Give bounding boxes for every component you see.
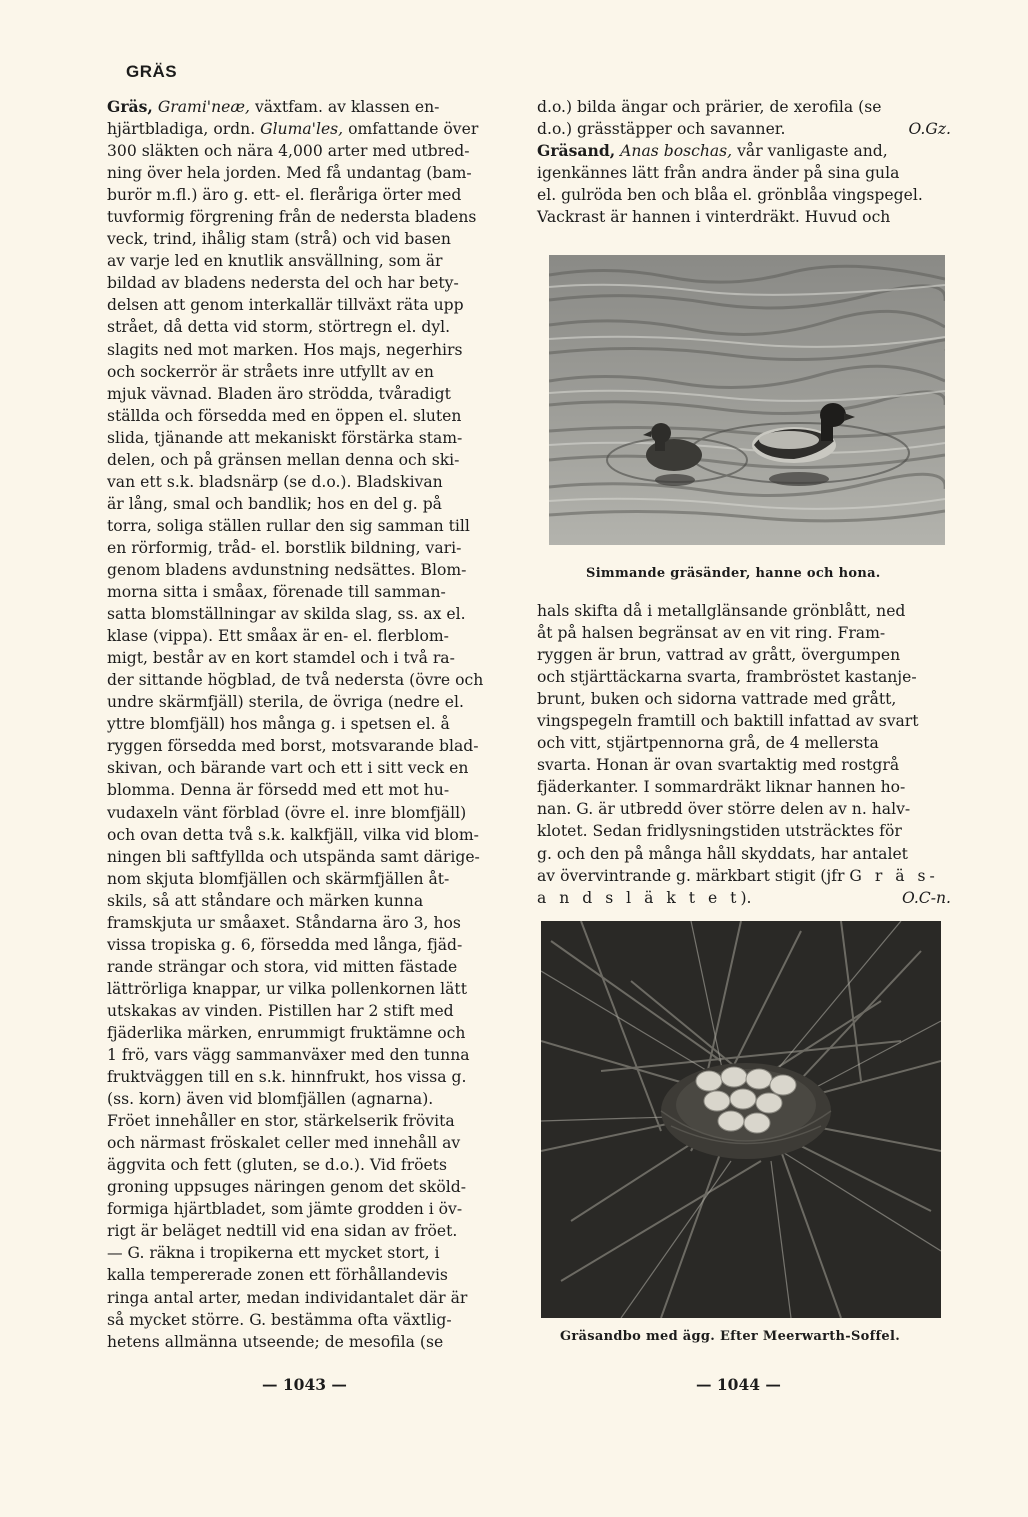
text-line: vissa tropiska g. 6, försedda med långa, fjäd-: [107, 935, 463, 954]
text-line: nom skjuta blomfjällen och skärmfjällen åt-: [107, 869, 450, 888]
text-line: torra, soliga ställen rullar den sig samman till: [107, 516, 470, 535]
text-line: Vackrast är hannen i vinterdräkt. Huvud och: [537, 208, 891, 227]
text-line: bildad av bladens nedersta del och har bety-: [107, 274, 459, 293]
text-line: av varje led en knutlik ansvällning, som är: [107, 252, 443, 271]
text-line: ning över hela jorden. Med få undantag (bam-: [107, 164, 472, 183]
text-line: groning uppsuges näringen genom det sköld-: [107, 1178, 466, 1197]
text-fragment: ).: [740, 888, 752, 907]
right-column-top: [537, 96, 951, 228]
text-line: skils, så att ståndare och märken kunna: [107, 891, 424, 910]
text-line: ningen bli saftfyllda och utspända samt därige-: [107, 847, 480, 866]
text-line: Fröet innehåller en stor, stärkelserik frövita: [107, 1112, 455, 1131]
text-line: 300 släkten och nära 4,000 arter med utbred-: [107, 142, 470, 161]
text-line: slagits ned mot marken. Hos majs, negerhirs: [107, 340, 463, 359]
text-line: [107, 118, 518, 140]
order-name: Gluma'les,: [260, 120, 344, 139]
text-line: en rörformig, tråd- el. borstlik bildning, vari-: [107, 538, 462, 557]
text-line: 1 frö, vars vägg sammanväxer med den tunna: [107, 1046, 470, 1065]
text-fragment: d.o.) grässtäpper och savanner.: [537, 120, 786, 139]
text-line: brunt, buken och sidorna vattrade med grått,: [537, 690, 897, 709]
text-line: van ett s.k. bladsnärp (se d.o.). Bladskivan: [107, 472, 443, 491]
text-line: genom bladens avdunstning nedsättes. Blom-: [107, 560, 467, 579]
text-line: el. gulröda ben och blåa el. grönblåa vingspegel.: [537, 186, 923, 205]
text-line: åt på halsen begränsat av en vit ring. Fram-: [537, 624, 886, 643]
text-line: [537, 865, 951, 887]
text-line: morna sitta i småax, förenade till samman-: [107, 583, 446, 602]
text-line: så mycket större. G. bestämma ofta växtlig-: [107, 1310, 452, 1329]
text-line: och sockerrör är stråets inre utfyllt av en: [107, 362, 434, 381]
text-line: [537, 887, 951, 909]
latin-name: Anas boschas,: [620, 142, 733, 161]
text-line: klotet. Sedan fridlysningstiden utsträcktes för: [537, 822, 902, 841]
cross-reference: G r ä s-: [849, 866, 939, 885]
text-line: burör m.fl.) äro g. ett- el. fleråriga örter med: [107, 186, 462, 205]
text-line: och närmast fröskalet celler med innehåll av: [107, 1134, 461, 1153]
text-line: vudaxeln vänt förblad (övre el. inre blomfjäll): [107, 803, 467, 822]
text-line: [107, 96, 518, 118]
text-line: blomma. Denna är försedd med ett mot hu-: [107, 781, 450, 800]
text-line: lättrörliga knappar, ur vilka pollenkornen lätt: [107, 979, 467, 998]
text-line: nan. G. är utbredd över större delen av n. halv-: [537, 800, 911, 819]
text-line: ställda och försedda med en öppen el. sluten: [107, 406, 462, 425]
text-fragment: växtfam. av klassen en-: [249, 98, 440, 116]
text-line: [537, 118, 951, 140]
text-line: klase (vippa). Ett småax är en- el. flerblom-: [107, 627, 449, 646]
entry-headword: Gräs,: [107, 97, 153, 116]
text-line: hetens allmänna utseende; de mesofila (se: [107, 1332, 444, 1351]
page-number-left: — 1043 —: [262, 1375, 347, 1394]
author-signature: O.C-n.: [901, 888, 951, 907]
text-line: tuvformig förgrening från de nedersta bladens: [107, 208, 477, 227]
text-line: — G. räkna i tropikerna ett mycket stort, i: [107, 1244, 440, 1263]
text-line: migt, består av en kort stamdel och i två ra-: [107, 649, 455, 668]
text-line: (ss. korn) även vid blomfjällen (agnarna).: [107, 1090, 434, 1109]
photo-duck-nest-with-eggs: [541, 921, 941, 1318]
text-fragment: omfattande över: [343, 120, 479, 139]
text-line: formiga hjärtbladet, som jämte grodden i öv-: [107, 1200, 463, 1219]
text-line: rande strängar och stora, vid mitten fästade: [107, 957, 458, 976]
right-column-middle: [537, 600, 951, 909]
entry-heading-line: [537, 140, 951, 162]
text-line: skivan, och bärande vart och ett i sitt veck en: [107, 759, 469, 778]
text-line: fjäderlika märken, enrummigt fruktämne och: [107, 1023, 466, 1042]
text-line: vingspegeln framtill och baktill infattad av svart: [537, 712, 919, 731]
running-head: GRÄS: [126, 62, 178, 81]
cross-reference: a n d s l ä k t e t: [537, 888, 741, 907]
text-line: slida, tjänande att mekaniskt förstärka stam-: [107, 428, 463, 447]
text-line: fruktväggen till en s.k. hinnfrukt, hos vissa g.: [107, 1068, 467, 1087]
text-line: satta blomställningar av skilda slag, ss. ax el.: [107, 605, 466, 624]
text-line: mjuk vävnad. Bladen äro strödda, tvåradigt: [107, 384, 451, 403]
text-line: d.o.) bilda ängar och prärier, de xerofila (se: [537, 98, 882, 116]
photo-caption: Gräsandbo med ägg. Efter Meerwarth-Soffel.: [560, 1329, 901, 1344]
text-line: ringa antal arter, medan individantalet där är: [107, 1288, 468, 1307]
text-line: äggvita och fett (gluten, se d.o.). Vid fröets: [107, 1156, 447, 1175]
text-line: yttre blomfjäll) hos många g. i spetsen el. å: [107, 715, 450, 734]
text-line: och stjärttäckarna svarta, frambröstet kastanje-: [537, 668, 917, 687]
text-line: och vitt, stjärtpennorna grå, de 4 mellersta: [537, 734, 879, 753]
text-line: igenkännes lätt från andra änder på sina gula: [537, 164, 900, 183]
text-line: delen, och på gränsen mellan denna och ski-: [107, 450, 460, 469]
text-fragment: vår vanligaste and,: [732, 142, 888, 161]
text-line: utskakas av vinden. Pistillen har 2 stift med: [107, 1001, 454, 1020]
text-line: g. och den på många håll skyddats, har antalet: [537, 844, 908, 863]
text-fragment: hjärtbladiga, ordn.: [107, 120, 261, 139]
text-line: der sittande högblad, de två nedersta (övre och: [107, 671, 484, 690]
text-line: svarta. Honan är ovan svartaktig med rostgrå: [537, 756, 900, 775]
text-line: och ovan detta två s.k. kalkfjäll, vilka vid blom-: [107, 825, 479, 844]
entry-headword: Gräsand,: [537, 141, 616, 161]
photo-caption: Simmande gräsänder, hanne och hona.: [586, 566, 881, 581]
text-line: undre skärmfjäll) sterila, de övriga (nedre el.: [107, 693, 464, 712]
latin-name: Grami'neæ,: [157, 98, 250, 116]
left-column: [107, 96, 518, 1353]
text-line: rigt är beläget nedtill vid ena sidan av fröet.: [107, 1222, 458, 1241]
text-line: framskjuta ur småaxet. Ståndarna äro 3, hos: [107, 913, 461, 932]
text-line: hals skifta då i metallglänsande grönblått, ned: [537, 602, 906, 620]
text-line: strået, då detta vid storm, störtregn el. dyl.: [107, 318, 451, 337]
author-signature: O.Gz.: [908, 120, 951, 139]
text-line: fjäderkanter. I sommardräkt liknar hannen ho-: [537, 778, 906, 797]
text-line: delsen att genom interkallär tillväxt räta upp: [107, 296, 464, 315]
text-line: kalla tempererade zonen ett förhållandevis: [107, 1266, 448, 1285]
photo-swimming-mallards: [549, 255, 945, 545]
text-fragment: av övervintrande g. märkbart stigit (jfr: [537, 866, 845, 885]
text-line: är lång, smal och bandlik; hos en del g. på: [107, 494, 442, 513]
text-line: veck, trind, ihålig stam (strå) och vid basen: [107, 230, 451, 249]
text-line: ryggen försedda med borst, motsvarande blad-: [107, 737, 479, 756]
text-line: ryggen är brun, vattrad av grått, övergumpen: [537, 646, 901, 665]
page-number-right: — 1044 —: [696, 1375, 781, 1394]
